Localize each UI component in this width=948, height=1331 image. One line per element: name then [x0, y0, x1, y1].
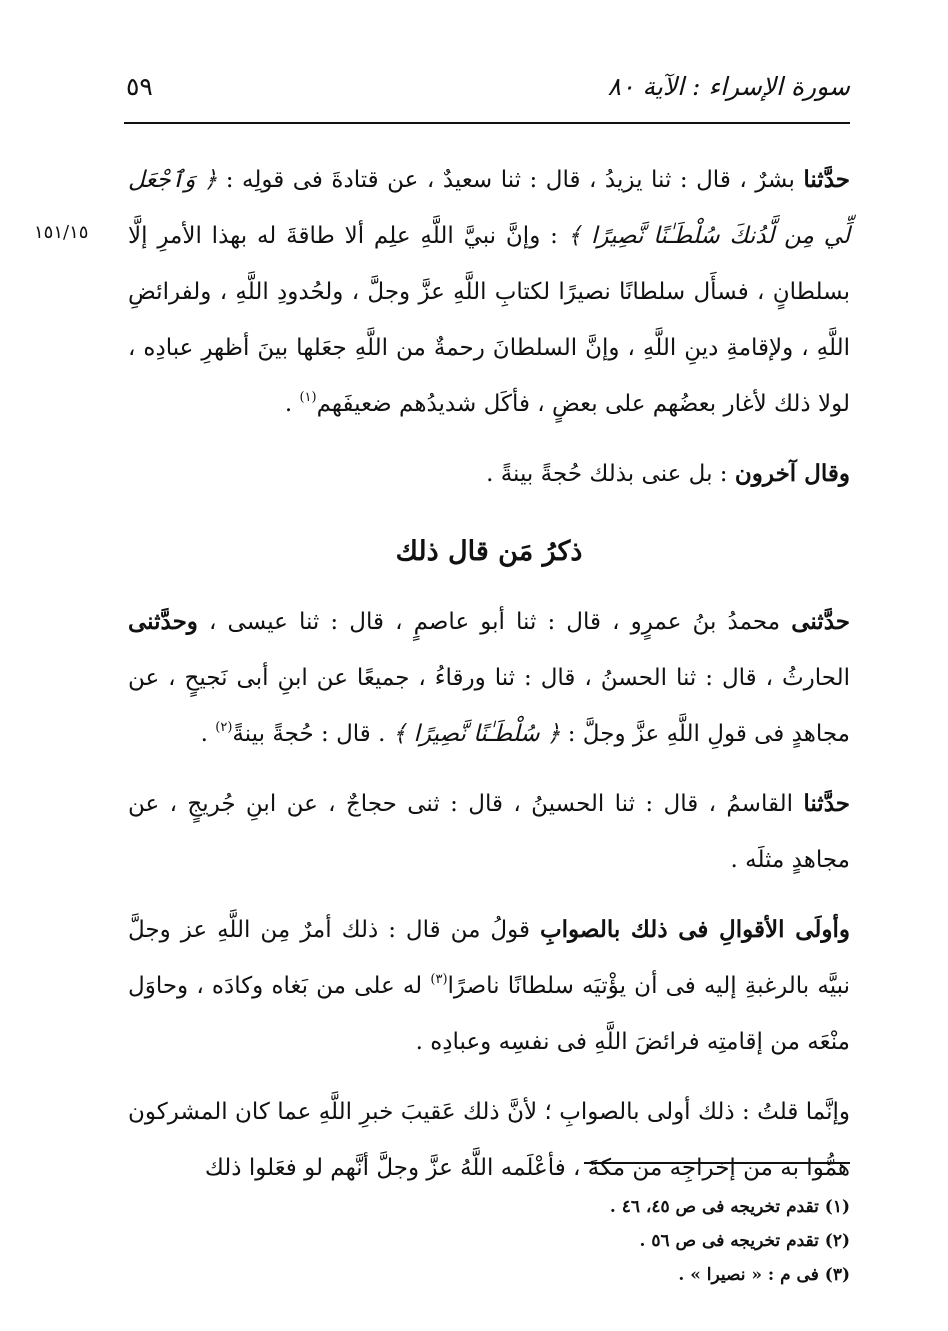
paragraph-1 — [128, 152, 850, 432]
footnote-marker: (١) — [299, 390, 317, 405]
isnad-lead: حدَّثنا — [803, 166, 850, 193]
isnad-lead: حدَّثنى — [791, 608, 850, 635]
running-title: سورة الإسراء : الآية ٨٠ — [607, 72, 850, 101]
paragraph-text: محمدُ بنُ عمرٍو ، قال : ثنا أبو عاصمٍ ، قال : ثنا عيسى ، — [197, 609, 792, 635]
footnote-marker: (٢) — [215, 720, 233, 735]
paragraph-end: . — [284, 391, 300, 417]
isnad-lead: وحدَّثنى — [128, 608, 198, 635]
footnote-2: (٢) تقدم تخريجه فى ص ٥٦ . — [639, 1231, 850, 1251]
paragraph-text: : بل عنى بذلك حُجةً بينةً . — [486, 461, 735, 487]
paragraph-6 — [128, 1084, 850, 1196]
page-number: ٥٩ — [126, 72, 153, 101]
main-text — [128, 152, 850, 1196]
footnote-1: (١) تقدم تخريجه فى ص ٤٥، ٤٦ . — [609, 1197, 850, 1217]
isnad-lead: حدَّثنا — [803, 790, 850, 817]
section-heading: ذكرُ مَن قال ذلك — [395, 536, 583, 567]
page-header — [126, 72, 850, 112]
paragraph-text: وإنَّما قلتُ : ذلك أولى بالصوابِ ؛ لأنَّ ذلك عَقيبَ خبرِ اللَّهِ عما كان المشركون همُّوا به من إخراجِه من مكةَ ، فأعْلَمه اللَّهُ عزَّ وجلَّ أنَّهم لو فعَلوا ذلك — [128, 1099, 850, 1181]
header-rule — [124, 122, 850, 124]
margin-reference: ١٥١/١٥ — [34, 222, 89, 243]
paragraph-text: له على من بَغاه وكادَه ، وحاوَل منْعَه من إقامتِه فرائضَ اللَّهِ فى نفسِه وعبادِه . — [128, 973, 850, 1055]
paragraph-text: : وإنَّ نبيَّ اللَّهِ علِم ألا طاقةَ له بهذا الأمرِ إلَّا بسلطانٍ ، فسأَل سلطانًا نصيرًا لكتابِ اللَّهِ عزَّ وجلَّ ، ولحُدودِ اللَّهِ ، ولفرائضِ اللَّهِ ، ولإقامةِ دينِ اللَّهِ ، وإنَّ السلطانَ رحمةٌ من اللَّهِ جعَلها بينَ أظهرِ عبادِه ، لولا ذلك لأغار بعضُهم على بعضٍ ، فأكَل شديدُهم ضعيفَهم — [128, 223, 850, 417]
paragraph-5 — [128, 902, 850, 1070]
paragraph-3 — [128, 594, 850, 762]
paragraph-end: . — [200, 721, 216, 747]
footnotes — [400, 1190, 850, 1292]
paragraph-text: الحارثُ ، قال : ثنا الحسنُ ، قال : ثنا ورقاءُ ، جميعًا عن ابنِ أبى نَجيحٍ ، عن مجاهدٍ فى قولِ اللَّهِ عزَّ وجلَّ : — [128, 665, 850, 747]
paragraph-text: بشرٌ ، قال : ثنا يزيدُ ، قال : ثنا سعيدٌ ، عن قتادةَ فى قولِه : — [217, 167, 804, 193]
others-lead: وقال آخرون — [734, 460, 850, 487]
paragraph-4 — [128, 776, 850, 888]
quran-quote: ﴿ سُلْطَـٰنًا نَّصِيرًا ﴾ — [392, 721, 561, 747]
footnote-3: (٣) فى م : « نصيرا » . — [678, 1265, 850, 1285]
footnote-marker: (٣) — [430, 972, 448, 987]
footnote-rule — [584, 1162, 850, 1164]
quran-quote: ﴿ وَٱجْعَل لِّي مِن لَّدُنكَ سُلْطَـٰنًا نَّصِيرًا ﴾ — [128, 167, 850, 249]
paragraph-text: القاسمُ ، قال : ثنا الحسينُ ، قال : ثنى حجاجٌ ، عن ابنِ جُريجٍ ، عن مجاهدٍ مثلَه . — [128, 791, 850, 873]
preferred-view-lead: وأولَى الأقوالِ فى ذلك بالصوابِ — [539, 916, 850, 943]
paragraph-text: . قال : حُجةً بينةً — [232, 721, 393, 747]
paragraph-2 — [128, 446, 850, 502]
paragraph-text: قولُ من قال : ذلك أمرٌ مِن اللَّهِ عز وجلَّ نبيَّه بالرغبةِ إليه فى أن يؤْتيَه سلطانًا ناصرًا — [128, 917, 850, 999]
